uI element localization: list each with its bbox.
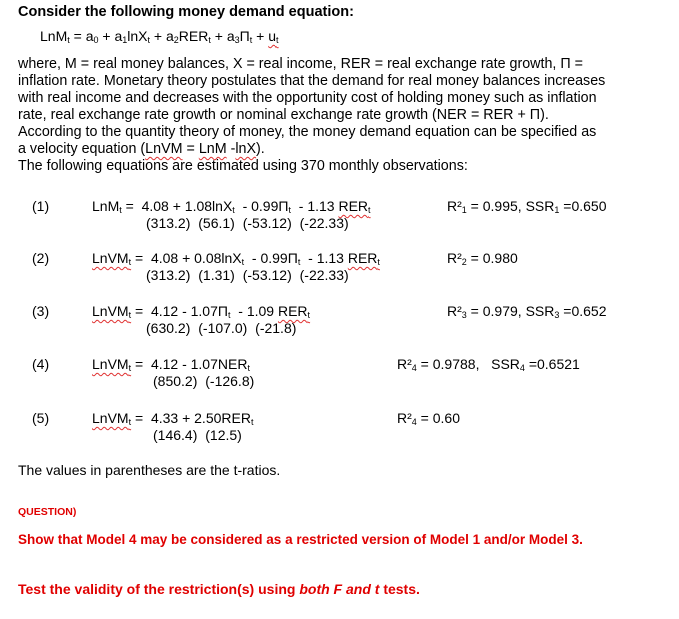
model-3-equation: LnVM$_t$ = $4.12 - 1.07\Pi_t - 1.09$ $RER_t$ [92, 303, 311, 320]
paragraph-line: where, M = real money balances, X = real income, RER = real exchange rate growth, Π = [18, 56, 584, 72]
model-number: (3) [32, 303, 50, 319]
model-2-tratios: (313.2) (1.31) (-53.12) (-22.33) [146, 267, 349, 283]
paragraph-line: with real income and decreases with the opportunity cost of holding money such as inflation [18, 90, 597, 106]
question-line-2-pre: Test the validity of the restriction(s) using [18, 581, 300, 597]
question-label: QUESTION) [18, 506, 77, 518]
model-4-tratios: (850.2) (-126.8) [153, 373, 255, 389]
model-5-equation: LnVM$_t$ = $4.33 + 2.50RER_t$ [92, 410, 254, 427]
main-equation: $LnM_t = a_0 + a_1\ln X_t + a_2RER_t + a_3\Pi_t + u_t$ [40, 28, 279, 45]
description-paragraph [18, 56, 652, 175]
paragraph-line: inflation rate. Monetary theory postulates that the demand for real money balances increases [18, 73, 606, 89]
model-3-tratios: (630.2) (-107.0) (-21.8) [146, 320, 297, 336]
model-number: (2) [32, 250, 50, 266]
model-1-equation: $LnM_t = 4.08 + 1.08\ln X_t - 0.99\Pi_t - 1.13$ $RER_t$ [92, 198, 371, 215]
model-1-stats: $R^2_1 = 0.995$, $SSR_1 =0.650$ [447, 198, 607, 215]
model-number: (5) [32, 410, 50, 426]
question-line-2-post: tests. [379, 581, 420, 597]
model-4-equation: LnVM$_t$ = $4.12 - 1.07NER_t$ [92, 356, 250, 373]
question-line-1: Show that Model 4 may be considered as a restricted version of Model 1 and/or Model 3. [18, 532, 583, 547]
model-3-stats: $R^2_3 = 0.979$, $SSR_3 =0.652$ [447, 303, 607, 320]
paragraph-line: According to the quantity theory of money, the money demand equation can be specified as [18, 124, 597, 140]
paragraph-line: rate, real exchange rate growth or nominal exchange rate growth (NER = RER + Π). [18, 107, 549, 123]
model-number: (4) [32, 356, 50, 372]
paragraph-line: a velocity equation (LnVM = LnM -lnX). [18, 141, 265, 157]
question-emphasis: both F and t [299, 581, 380, 597]
model-5-stats: $R^2_4 = 0.60$ [397, 410, 460, 427]
model-2-equation: LnVM$_t$ = $4.08 + 0.08\ln X_t - 0.99\Pi_t - 1.13$ $RER_t$ [92, 250, 380, 267]
model-5-tratios: (146.4) (12.5) [153, 427, 242, 443]
question-line-2 [18, 581, 420, 598]
model-number: (1) [32, 198, 50, 214]
paragraph-line: The following equations are estimated using 370 monthly observations: [18, 158, 468, 174]
t-ratio-note: The values in parentheses are the t-ratios. [18, 462, 281, 478]
model-4-stats: $R^2_4 = 0.9788$, $SSR_4 =0.6521$ [397, 356, 580, 373]
title: Consider the following money demand equation: [18, 4, 354, 20]
model-1-tratios: (313.2) (56.1) (-53.12) (-22.33) [146, 215, 349, 231]
model-2-stats: $R^2_2 = 0.980$ [447, 250, 518, 267]
